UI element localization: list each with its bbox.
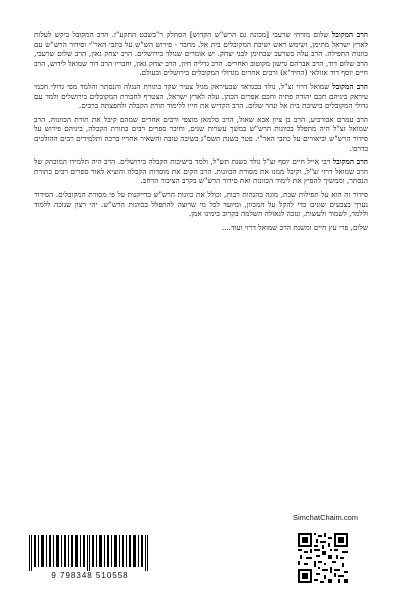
isbn-number: 9 798348 510558 [51,571,129,580]
barcode-icon [29,535,149,571]
qr-code-icon [298,533,348,583]
paragraph-3: הרב עמרם אבורביע, הרב בן ציון אבא שאול, הרב סלמאן מוצפי ורבים אחרים שמהם קיבל את תורת הכוונות. הרב שמואל זצ"ל היה מתפלל בכוונות הרש"ש במשך עשרות שנים, וחיבר ספרים רבים בתורת הקבלה, ביניהם פירוש על סידור הרש"ש וביאורים על כתבי האר"י. פטר בשנת תשס"ג בשיבה טובה והשאיר אחריו ברכה ותלמידים רבים ההולכים בדרכו. [34,114,368,153]
paragraph-6: שלום, פרי עץ חיים ומשנת הרב שמואל דרזי ועוד.... [221,222,368,232]
back-cover-text [34,30,368,236]
paragraph-5: סידור זה הוא על תפילות שבת, מוגה בהגהות רבות, וכולל את כוונות הרש"ש בדייקנות על פי מסורת המקובלים. הסידור נערך בצבעים שונים כדי להקל על המכוון, ומיועד לכל מי שרוצה להתפלל בכוונות הרש"ש. יהי רצון שנזכה ללמוד וללמד, לשמור ולעשות, ונזכה לגאולה השלמה בקרוב בימינו אמן. [34,189,368,219]
paragraph-1: הרב המקובל שלום מזרחי שרעבי [מכונה גם הרש"ש הקדוש] הסתלק ר"בשבט התקע"ז. הרב המקובל ביקש לעלות לארץ ישראל מתימן, ושימש ראש ישיבת המקובלים בית אל. מחבר - פירוש הש"ש על כתבי האר"י וסידור הרש"ש עם כוונות התפילה. הרב עלה בשרעב שבתימן לבני יצחק. יש אומרים שנולד בירושלים. הרב יצחק גאון, הרב שלום שרעבי, הרב שלום דוד, הרב אברהם גרשון מקוטוב ואחרים. הרב גדליה חיון, הרב יצחק גאון, וחבריו הרב דוד שמואל לידוש, הרב חיים יוסף דוד אזולאי (החיד"א) ורבים אחרים מגדולי המקובלים בירושלים ובעולם. [34,30,368,78]
website-url: SimchatChaim.com [293,513,359,522]
paragraph-4: הרב המקובל רבי אייל חיים יוסף זצ"ל נולד בשנת תש"ל, ולמד בישיבות הקבלה בירושלים. הרב היה תלמידו המובהק של הרב שמואל דרזי זצ"ל, וקיבל ממנו את מסורת הכוונות. הרב הקים את מוסדות הקבלה והוציא לאור ספרים רבים בתורת הנסתר, וממשיך להפיץ את לימוד הכוונות ואת סידור הרש"ש בקרב הציבור הרחב. [34,157,368,186]
isbn-barcode-block [25,533,155,581]
paragraph-2: הרב המקובל שמואל דרזי זצ"ל, נולד בבגדאד שבעיראק מגיל צעיר שקד בתורת הנגלה והנסתר והלמד מפי גדולי חכמי עיראק ביניהם חכם יהודה פתיה וחכם אפרים הכהן. עלה לארץ ישראל, הצטרף לחבורת המקובלים בירושלים ולמד עם גדולי המקובלים בישיבת בית אל ונהר שלום. הרב הקדיש את חייו ללימוד תורת הקבלה ולהפצתה ברבים. [34,81,368,111]
